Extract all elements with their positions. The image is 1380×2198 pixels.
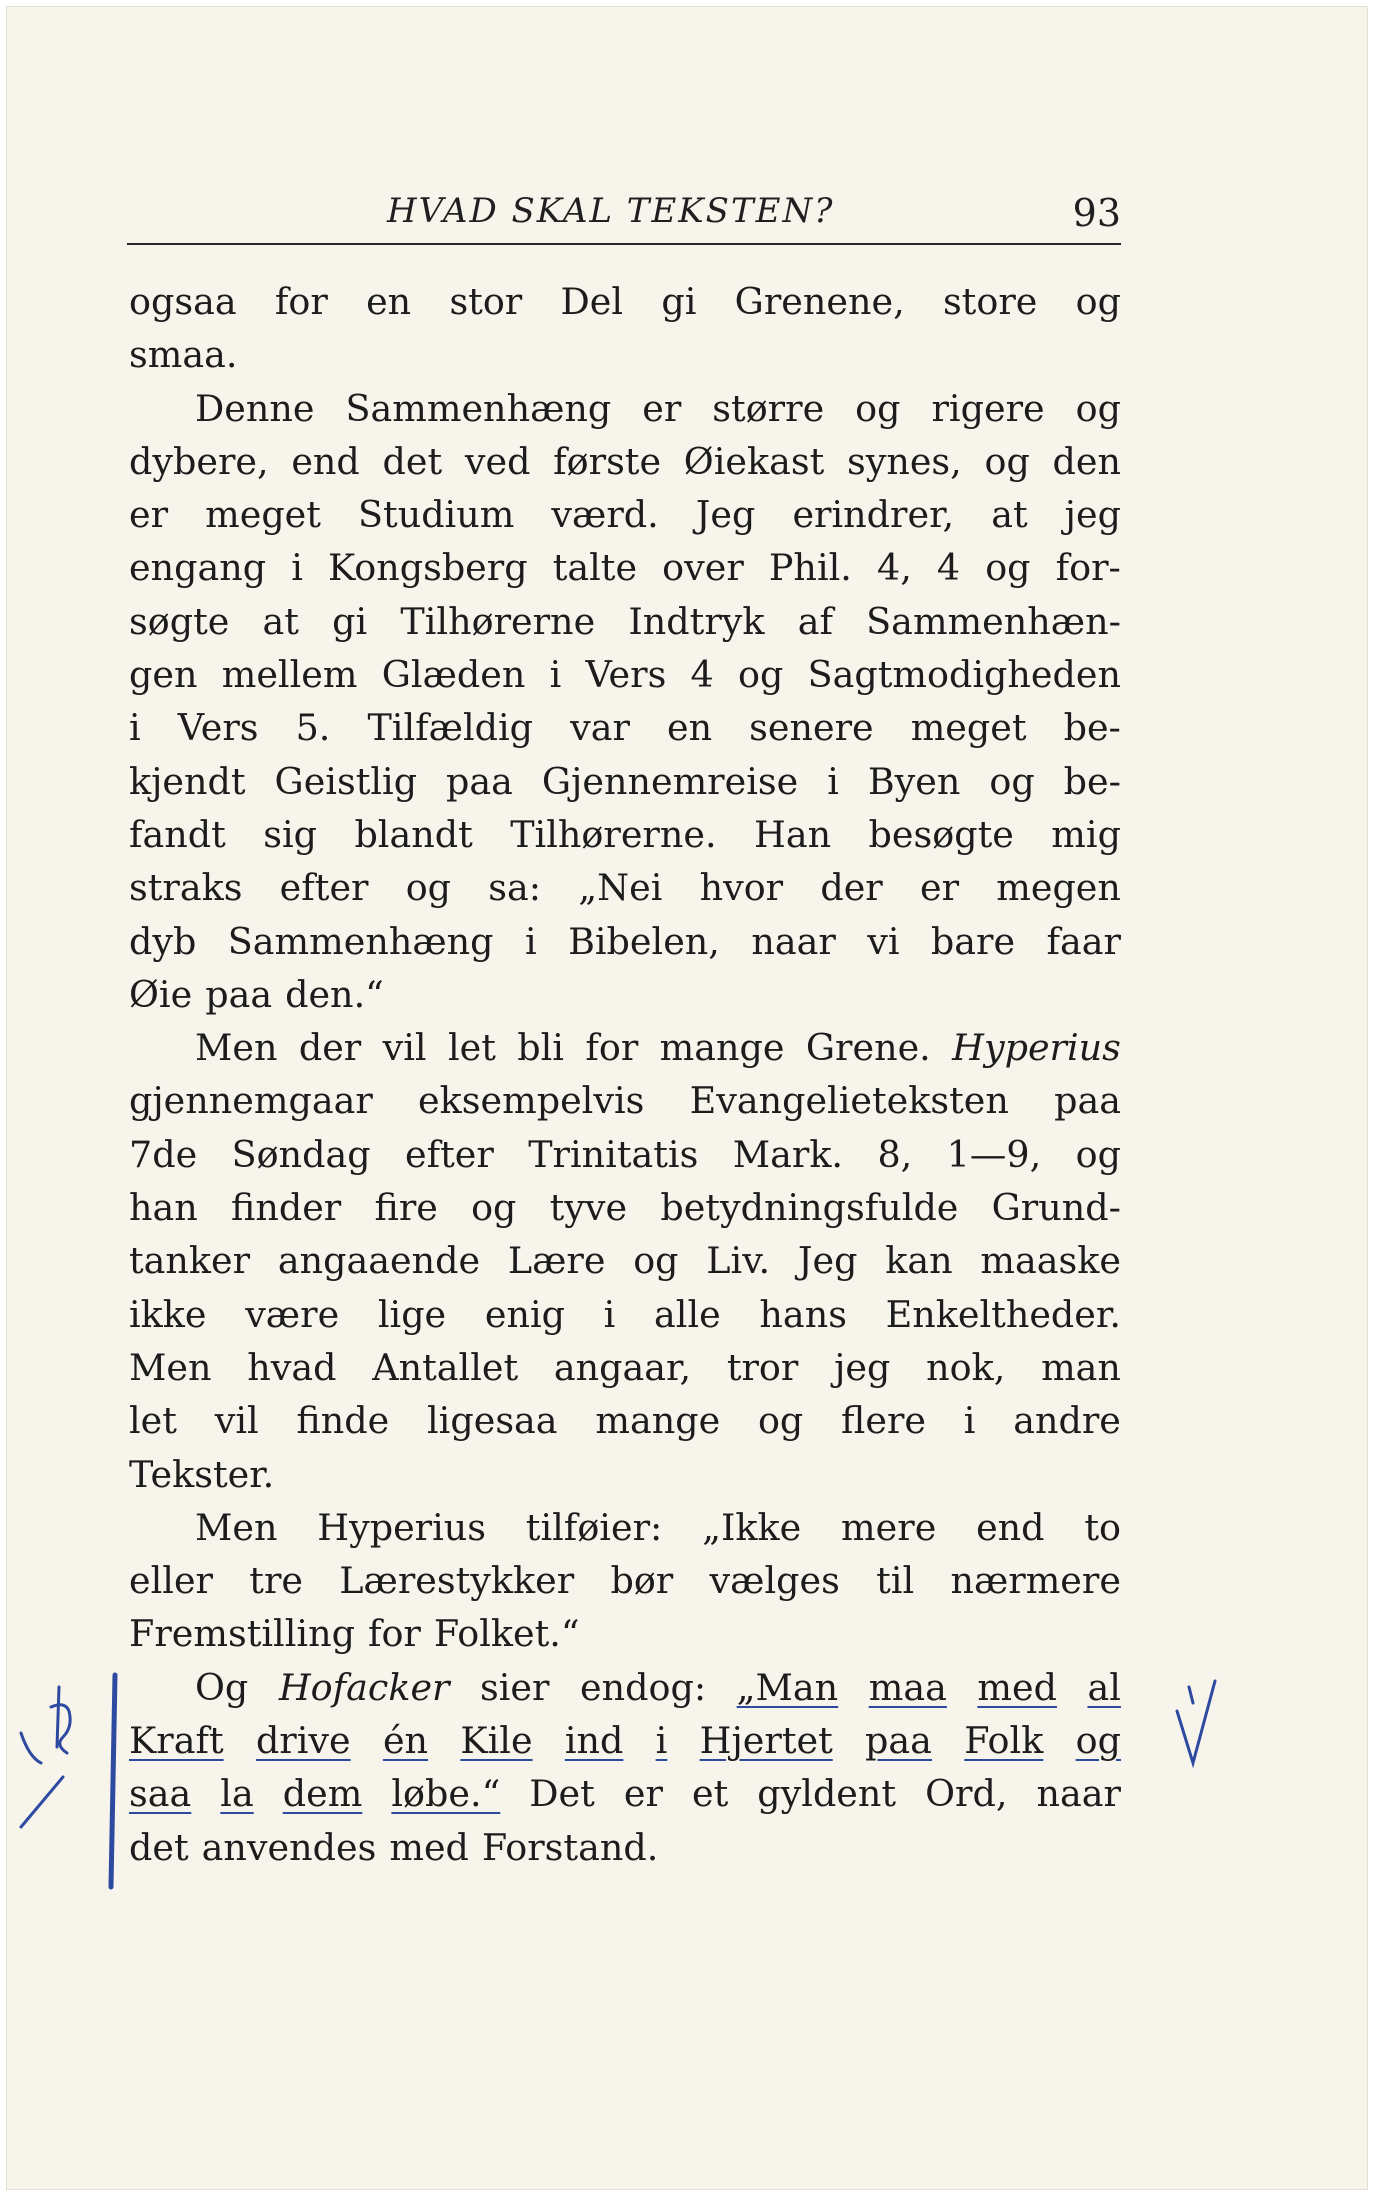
word: flere [841, 1399, 927, 1443]
word: Evangelieteksten [689, 1079, 1009, 1123]
word: tilføier: [525, 1505, 663, 1549]
word: Fremstilling [129, 1612, 355, 1656]
word: tanker [129, 1239, 251, 1283]
page-number: 93 [1072, 191, 1121, 235]
underlined-word: én [382, 1719, 429, 1763]
word: talte [552, 546, 638, 590]
word: Indtryk [628, 599, 765, 643]
word: Øiekast [683, 439, 825, 483]
underlined-word: Hjertet [699, 1719, 833, 1763]
text-line [129, 595, 1121, 648]
word: Det [529, 1772, 595, 1816]
italic-word: Hyperius [952, 1026, 1121, 1070]
text-line [129, 1021, 1121, 1074]
text-line [129, 968, 1121, 1021]
word: Sammenhæn- [866, 599, 1121, 643]
word: tyve [549, 1186, 628, 1230]
word: at [991, 493, 1028, 537]
word: faar [1046, 919, 1121, 963]
word: finder [230, 1186, 342, 1230]
word: efter [279, 866, 369, 910]
word: gi [332, 599, 368, 643]
word: værd. [551, 493, 659, 537]
word: Folket.“ [433, 1612, 580, 1656]
word: Tilhørerne [400, 599, 596, 643]
text-line [129, 1181, 1121, 1234]
word: Men [195, 1505, 278, 1549]
word: vil [214, 1399, 259, 1443]
word: Hyperius [317, 1505, 487, 1549]
word: og [405, 866, 452, 910]
word: Ord, [925, 1772, 1008, 1816]
word: meget [910, 706, 1027, 750]
word: den [1052, 439, 1121, 483]
word: der [298, 1026, 362, 1070]
word: hvor [699, 866, 784, 910]
word: og [989, 759, 1035, 803]
word: vælges [709, 1559, 840, 1603]
word: i [827, 759, 839, 803]
word: første [553, 439, 662, 483]
word: gen [129, 653, 198, 697]
word: megen [996, 866, 1121, 910]
word: søgte [129, 599, 230, 643]
word: gjennemgaar [129, 1079, 373, 1123]
word: er [642, 386, 682, 430]
word: i [603, 1292, 616, 1336]
text-line [129, 1661, 1121, 1714]
running-head [127, 183, 1121, 245]
word: 1—9, [946, 1132, 1042, 1176]
word: Men [129, 1345, 212, 1389]
word: „Nei [578, 866, 663, 910]
word: Jeg [695, 493, 756, 537]
word: Sammenhæng [345, 386, 612, 430]
text-line [129, 435, 1121, 488]
word: mere [841, 1505, 937, 1549]
word: Studium [358, 493, 515, 537]
word: det [382, 439, 443, 483]
underlined-word: al [1087, 1665, 1121, 1709]
text-line [129, 488, 1121, 541]
word: og [757, 1399, 804, 1443]
word: over [662, 546, 744, 590]
word: Mark. [732, 1132, 844, 1176]
word: senere [749, 706, 874, 750]
word: vi [867, 919, 900, 963]
word: besøgte [868, 812, 1014, 856]
word: stor [449, 280, 523, 323]
word: og [633, 1239, 679, 1283]
word: i [524, 919, 537, 963]
word: be- [1063, 706, 1121, 750]
word: var [570, 706, 630, 750]
word: alle [654, 1292, 721, 1336]
word: eksempelvis [418, 1079, 645, 1123]
word: Grene. [805, 1026, 931, 1070]
word: for [367, 1612, 421, 1656]
word: fire [374, 1186, 438, 1230]
word: kjendt [129, 759, 246, 803]
word: ikke [129, 1292, 207, 1336]
word: kan [885, 1239, 953, 1283]
word: paa [446, 759, 513, 803]
word: blandt [354, 812, 473, 856]
word: tror [726, 1345, 799, 1389]
text-line [129, 1448, 1121, 1501]
word: og [1075, 1132, 1121, 1176]
underlined-word: dem [282, 1772, 363, 1816]
italic-word: Hofacker [278, 1665, 450, 1709]
text-line [129, 1128, 1121, 1181]
underlined-word: maa [868, 1665, 947, 1709]
word: lige [377, 1292, 447, 1336]
word: større [712, 386, 825, 430]
word: 4 [936, 546, 961, 590]
word: naar [1036, 1772, 1121, 1816]
word: „Ikke [702, 1505, 802, 1549]
word: hans [759, 1292, 847, 1336]
word: i [963, 1399, 976, 1443]
text-line [129, 1288, 1121, 1341]
text-line [129, 808, 1121, 861]
word: Antallet [372, 1345, 519, 1389]
word: og [985, 546, 1031, 590]
word: Grund- [991, 1186, 1121, 1230]
word: Men [195, 1026, 278, 1070]
word: store [942, 280, 1038, 323]
underlined-word: løbe.“ [391, 1772, 501, 1816]
word: Og [195, 1665, 249, 1709]
word: naar [751, 919, 836, 963]
word: Tilfældig [367, 706, 534, 750]
word: engang [129, 546, 267, 590]
word: erindrer, [792, 493, 955, 537]
word: betydningsfulde [660, 1186, 959, 1230]
margin-pen-mark-left [7, 1667, 127, 1897]
word: og [471, 1186, 517, 1230]
underlined-word: paa [865, 1719, 932, 1763]
word: er [623, 1772, 663, 1816]
word: gyldent [757, 1772, 897, 1816]
word: Phil. [768, 546, 852, 590]
word: Grenene, [734, 280, 905, 323]
word: angaar, [553, 1345, 692, 1389]
word: 4, [876, 546, 912, 590]
word: Gjennemreise [541, 759, 799, 803]
word: mange [595, 1399, 721, 1443]
word: mellem [221, 653, 358, 697]
word: enig [484, 1292, 565, 1336]
text-line [129, 1074, 1121, 1127]
underlined-word: la [220, 1772, 254, 1816]
word: 5. [295, 706, 331, 750]
word: for [585, 1026, 639, 1070]
word: i [549, 653, 562, 697]
word: i [291, 546, 303, 590]
text-line [129, 1341, 1121, 1394]
word: smaa. [129, 333, 238, 377]
word: finde [296, 1399, 390, 1443]
word: Glæden [381, 653, 526, 697]
word: ved [464, 439, 531, 483]
text-line [129, 275, 1121, 328]
text-line [129, 1821, 1121, 1874]
word: rigere [931, 386, 1045, 430]
text-line [129, 1501, 1121, 1554]
running-title: HVAD SKAL TEKSTEN? [387, 191, 835, 231]
word: sier [480, 1665, 550, 1709]
text-line [129, 915, 1121, 968]
word: paa [1054, 1079, 1121, 1123]
word: bør [610, 1559, 674, 1603]
text-line [129, 1767, 1121, 1820]
word: man [1041, 1345, 1121, 1389]
word: er [919, 866, 960, 910]
word: mange [659, 1026, 785, 1070]
word: mig [1051, 812, 1121, 856]
underlined-word: „Man [736, 1665, 839, 1709]
word: straks [129, 866, 243, 910]
word: synes, [846, 439, 962, 483]
text-line [129, 755, 1121, 808]
word: bare [930, 919, 1016, 963]
text-line [129, 1234, 1121, 1287]
word: meget [205, 493, 321, 537]
text-line [129, 701, 1121, 754]
word: Lære [507, 1239, 606, 1283]
word: Vers [177, 706, 259, 750]
word: 7de [129, 1132, 198, 1176]
text-line [129, 541, 1121, 594]
word: i [129, 706, 141, 750]
word: og [1075, 280, 1121, 323]
word: Tekster. [129, 1452, 275, 1496]
word: bli [517, 1026, 564, 1070]
word: gi [661, 280, 697, 323]
word: der [820, 866, 883, 910]
word: ligesaa [427, 1399, 558, 1443]
word: og [1075, 386, 1121, 430]
word: jeg [834, 1345, 891, 1389]
word: 4 [690, 653, 714, 697]
word: Del [560, 280, 624, 323]
word: ogsaa [129, 280, 237, 323]
word: Sammenhæng [227, 919, 494, 963]
word: hvad [247, 1345, 337, 1389]
word: Kongsberg [327, 546, 528, 590]
word: endog: [580, 1665, 707, 1709]
word: to [1084, 1505, 1121, 1549]
text-line [129, 328, 1121, 381]
underlined-word: ind [564, 1719, 624, 1763]
word: nærmere [950, 1559, 1121, 1603]
word: Han [754, 812, 832, 856]
word: tre [249, 1559, 303, 1603]
word: maaske [980, 1239, 1121, 1283]
word: 8, [877, 1132, 913, 1176]
underlined-word: saa [129, 1772, 192, 1816]
word: og [855, 386, 901, 430]
underlined-word: drive [255, 1719, 351, 1763]
word: og [738, 653, 784, 697]
word: af [797, 599, 833, 643]
body-text [129, 275, 1121, 1874]
word: Geistlig [274, 759, 418, 803]
word: Trinitatis [528, 1132, 699, 1176]
word: og [984, 439, 1030, 483]
underlined-word: Kraft [129, 1719, 224, 1763]
word: let [447, 1026, 496, 1070]
word: angaaende [277, 1239, 481, 1283]
text-line [129, 648, 1121, 701]
underlined-word: med [977, 1665, 1057, 1709]
word: til [876, 1559, 915, 1603]
word: en [366, 280, 412, 323]
word: for [274, 280, 328, 323]
text-line [129, 382, 1121, 435]
word: et [691, 1772, 729, 1816]
word: jeg [1064, 493, 1121, 537]
word: Tilhørerne. [510, 812, 717, 856]
word: dyb [129, 919, 197, 963]
word: Denne [195, 386, 315, 430]
word: nok, [926, 1345, 1006, 1389]
word: er [129, 493, 169, 537]
word: paa [205, 972, 273, 1016]
text-line [129, 1554, 1121, 1607]
text-line [129, 1714, 1121, 1767]
word: at [262, 599, 299, 643]
word: Enkeltheder. [885, 1292, 1121, 1336]
word: Søndag [231, 1132, 371, 1176]
word: Jeg [797, 1239, 858, 1283]
word: vil [382, 1026, 427, 1070]
word: en [666, 706, 713, 750]
word: andre [1013, 1399, 1121, 1443]
word: være [245, 1292, 340, 1336]
word: Liv. [706, 1239, 771, 1283]
word: Forstand. [481, 1825, 659, 1869]
word: sig [263, 812, 318, 856]
underlined-word: og [1075, 1719, 1121, 1763]
word: for- [1055, 546, 1121, 590]
word: Lærestykker [339, 1559, 575, 1603]
word: efter [404, 1132, 494, 1176]
text-line [129, 1394, 1121, 1447]
word: end [976, 1505, 1045, 1549]
word: med [389, 1825, 469, 1869]
word: end [291, 439, 360, 483]
text-line [129, 1607, 1121, 1660]
word: Vers [585, 653, 667, 697]
margin-pen-mark-right [1167, 1667, 1247, 1787]
word: fandt [129, 812, 226, 856]
word: dybere, [129, 439, 269, 483]
word: Sagtmodigheden [807, 653, 1121, 697]
word: det [129, 1825, 189, 1869]
word: anvendes [201, 1825, 377, 1869]
word: Øie [129, 972, 193, 1016]
underlined-word: Kile [460, 1719, 533, 1763]
word: Bibelen, [568, 919, 720, 963]
text-line [129, 861, 1121, 914]
word: eller [129, 1559, 213, 1603]
word: den.“ [285, 972, 384, 1016]
word: sa: [488, 866, 542, 910]
word: han [129, 1186, 198, 1230]
word: be- [1063, 759, 1121, 803]
word: let [129, 1399, 177, 1443]
underlined-word: Folk [964, 1719, 1044, 1763]
underlined-word: i [655, 1719, 668, 1763]
word: Byen [867, 759, 961, 803]
book-page [6, 6, 1368, 2190]
